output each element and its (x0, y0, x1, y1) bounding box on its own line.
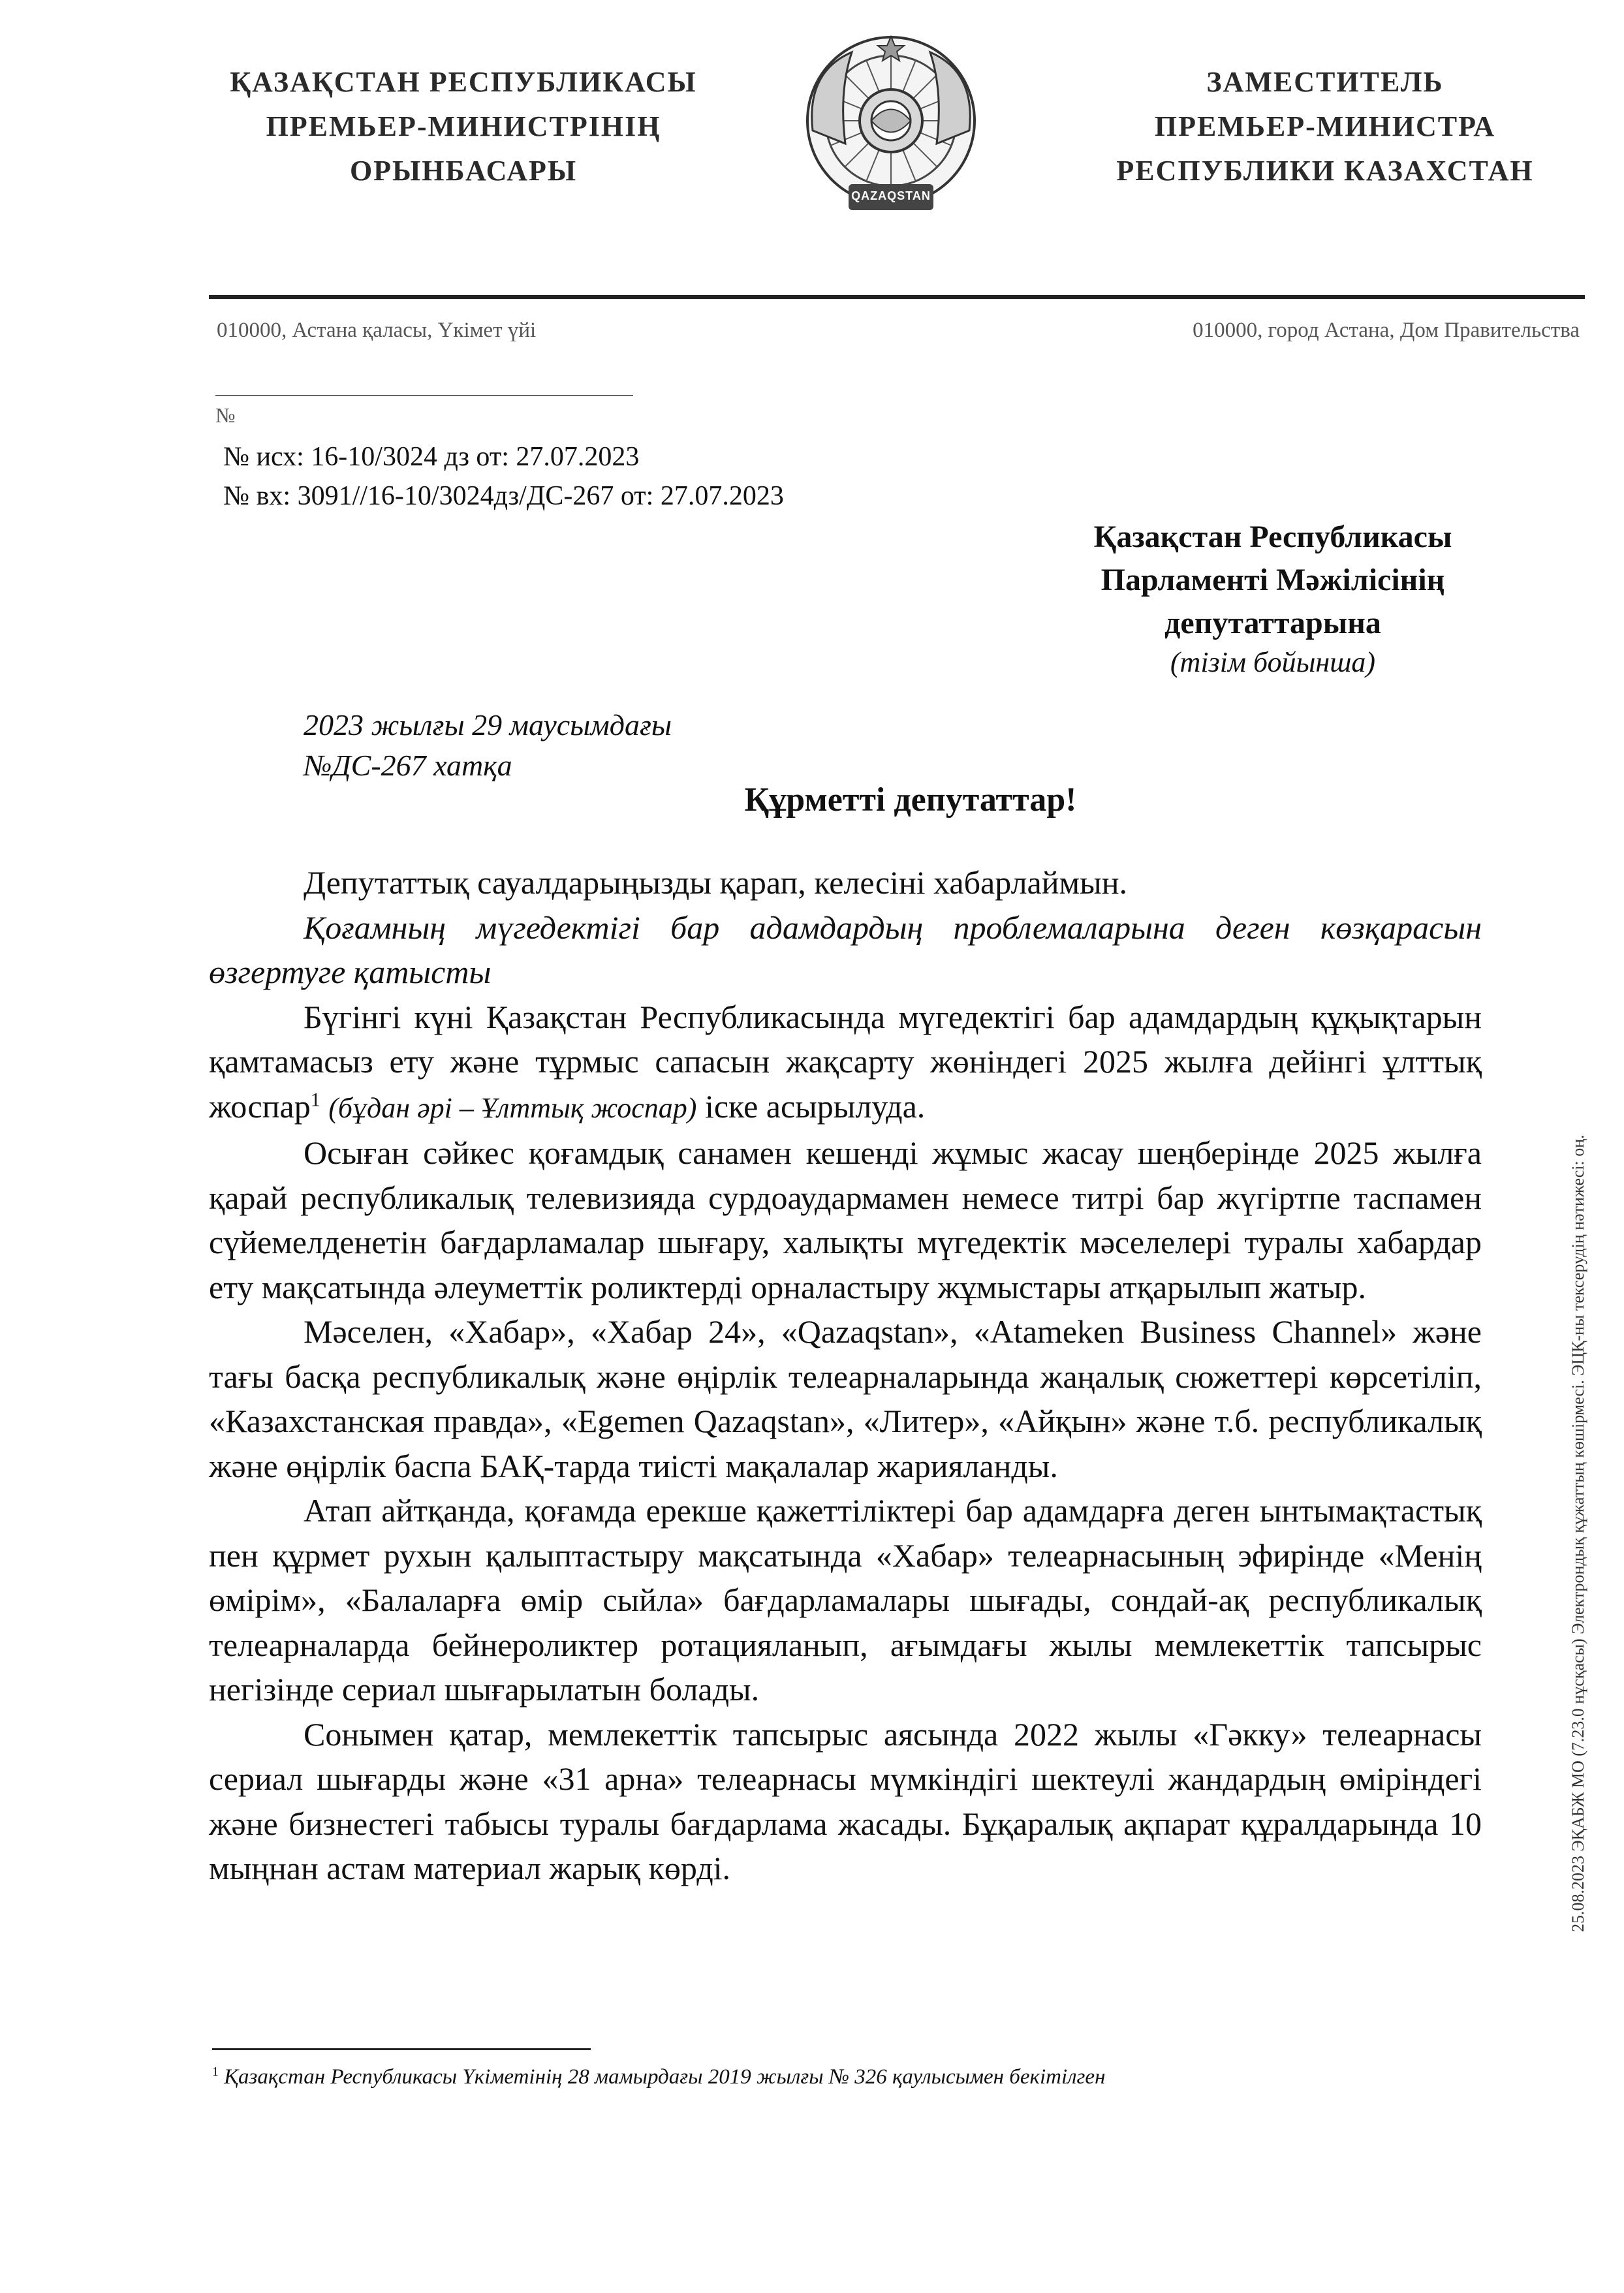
body-paragraph-2 (209, 995, 1482, 1131)
state-emblem (800, 33, 982, 222)
header-left-title (196, 60, 731, 193)
header-right-title (1057, 60, 1593, 193)
address-left: 010000, Астана қаласы, Үкімет үйі (217, 319, 537, 342)
reference-line-2: №ДС-267 хатқа (304, 749, 512, 782)
outgoing-number: № исх: 16-10/3024 дз от: 27.07.2023 (223, 442, 640, 472)
header-right-line-3: РЕСПУБЛИКИ КАЗАХСТАН (1116, 155, 1534, 187)
body-paragraph-5: Атап айтқанда, қоғамда ерекше қажеттіліктері бар адамдарға деген ынтымақтастық пен құрмет рухын қалыптастыру мақсатында «Хабар» телеарнасының эфирінде «Менің өмірім», «Балаларға өмір сыйла» бағдарламалары шығады, сондай-ақ республикалық телеарналарда бейнероликтер ротацияланып, ағымдағы жылы мемлекеттік тапсырыс негізінде сериал шығарылатын болады. (209, 1492, 1482, 1708)
salutation: Құрметті депутаттар! (744, 781, 1077, 819)
body-subheading: Қоғамның мүгедектігі бар адамдардың проблемаларына деген көзқарасын өзгертуге қатысты (209, 909, 1482, 990)
footnote-text: Қазақстан Республикасы Үкіметінің 28 мамырдағы 2019 жылғы № 326 қаулысымен бекітілген (224, 2065, 1106, 2089)
registration-blank-line (215, 395, 633, 396)
addressee-note: (тізім бойынша) (1170, 646, 1376, 678)
registration-number-sign: № (215, 403, 236, 427)
addressee-line-1: Қазақстан Республикасы (1093, 520, 1452, 554)
body-paragraph-4: Мәселен, «Хабар», «Хабар 24», «Qazaqstan», «Atameken Business Channel» және тағы басқа республикалық және өңірлік телеарналарында жаңалық сюжеттері көрсетіліп, «Казахстанская правда», «Egemen Qazaqstan», «Литер», «Айқын» және т.б. республикалық және өңірлік баспа БАҚ-тарда тиісті мақалалар жарияланды. (209, 1313, 1482, 1484)
addressee-block (1005, 516, 1540, 680)
body-paragraph-1: Депутаттық сауалдарыңызды қарап, келесіні хабарлаймын. (304, 864, 1127, 901)
letter-body (209, 860, 1482, 1891)
footnote-ref: 1 (310, 1088, 320, 1110)
addressee-line-2: Парламенті Мәжілісінің (1101, 563, 1445, 597)
emblem-text: QAZAQSTAN (851, 189, 931, 202)
header-left-line-2: ПРЕМЬЕР-МИНИСТРІНІҢ (266, 110, 661, 142)
reference-line-1: 2023 жылғы 29 маусымдағы (304, 708, 672, 741)
footnote (212, 2065, 1105, 2089)
address-right: 010000, город Астана, Дом Правительства (1193, 319, 1580, 342)
body-paragraph-3: Осыған сәйкес қоғамдық санамен кешенді жұмыс жасау шеңберінде 2025 жылға қарай республикалық телевизияда сурдоаудармамен немесе титрі бар жүгіртпе таспамен сүйемелденетін бағдарламалар шығару, халықты мүгедектік мәселелері туралы хабардар ету мақсатында әлеуметтік роликтерді орналастыру жұмыстары атқарылып жатыр. (209, 1134, 1482, 1305)
footnote-divider (212, 2048, 591, 2050)
body-paragraph-6: Сонымен қатар, мемлекеттік тапсырыс аясында 2022 жылы «Гәкку» телеарнасы сериал шығарды және «31 арна» телеарнасы мүмкіндігі шектеулі жандардың өміріндегі және бизнестегі табысы туралы бағдарлама жасады. Бұқаралық ақпарат құралдарында 10 мыңнан астам материал жарық көрді. (209, 1715, 1482, 1886)
header-right-line-2: ПРЕМЬЕР-МИНИСТРА (1154, 110, 1496, 142)
header-left-line-3: ОРЫНБАСАРЫ (349, 155, 578, 187)
electronic-copy-stamp: 25.08.2023 ЭҚАБЖ МО (7.23.0 нұсқасы) Электрондық құжаттың көшірмесі. ЭЦҚ-ны тексерудің нәтижесі: оң. (1569, 1134, 1587, 1932)
header-left-line-1: ҚАЗАҚСТАН РЕСПУБЛИКАСЫ (230, 66, 697, 98)
footnote-mark: 1 (212, 2065, 219, 2079)
body-paragraph-2-start: Бүгінгі күні Қазақстан Республикасында мүгедектігі бар адамдардың құқықтарын қамтамасыз ету және тұрмыс сапасын жақсарту жөніндегі 2025 жылға дейінгі ұлттық жоспар (209, 998, 1482, 1125)
addressee-line-3: депутаттарына (1164, 606, 1381, 640)
header-divider (209, 295, 1585, 299)
body-paragraph-2-end: іске асырылуда. (704, 1087, 926, 1125)
body-paragraph-2-italic: (бұдан әрі – Ұлттық жоспар) (328, 1091, 697, 1124)
incoming-number: № вх: 3091//16-10/3024дз/ДС-267 от: 27.07.2023 (223, 481, 784, 511)
reference-block (304, 705, 672, 786)
header-right-line-1: ЗАМЕСТИТЕЛЬ (1206, 66, 1444, 98)
